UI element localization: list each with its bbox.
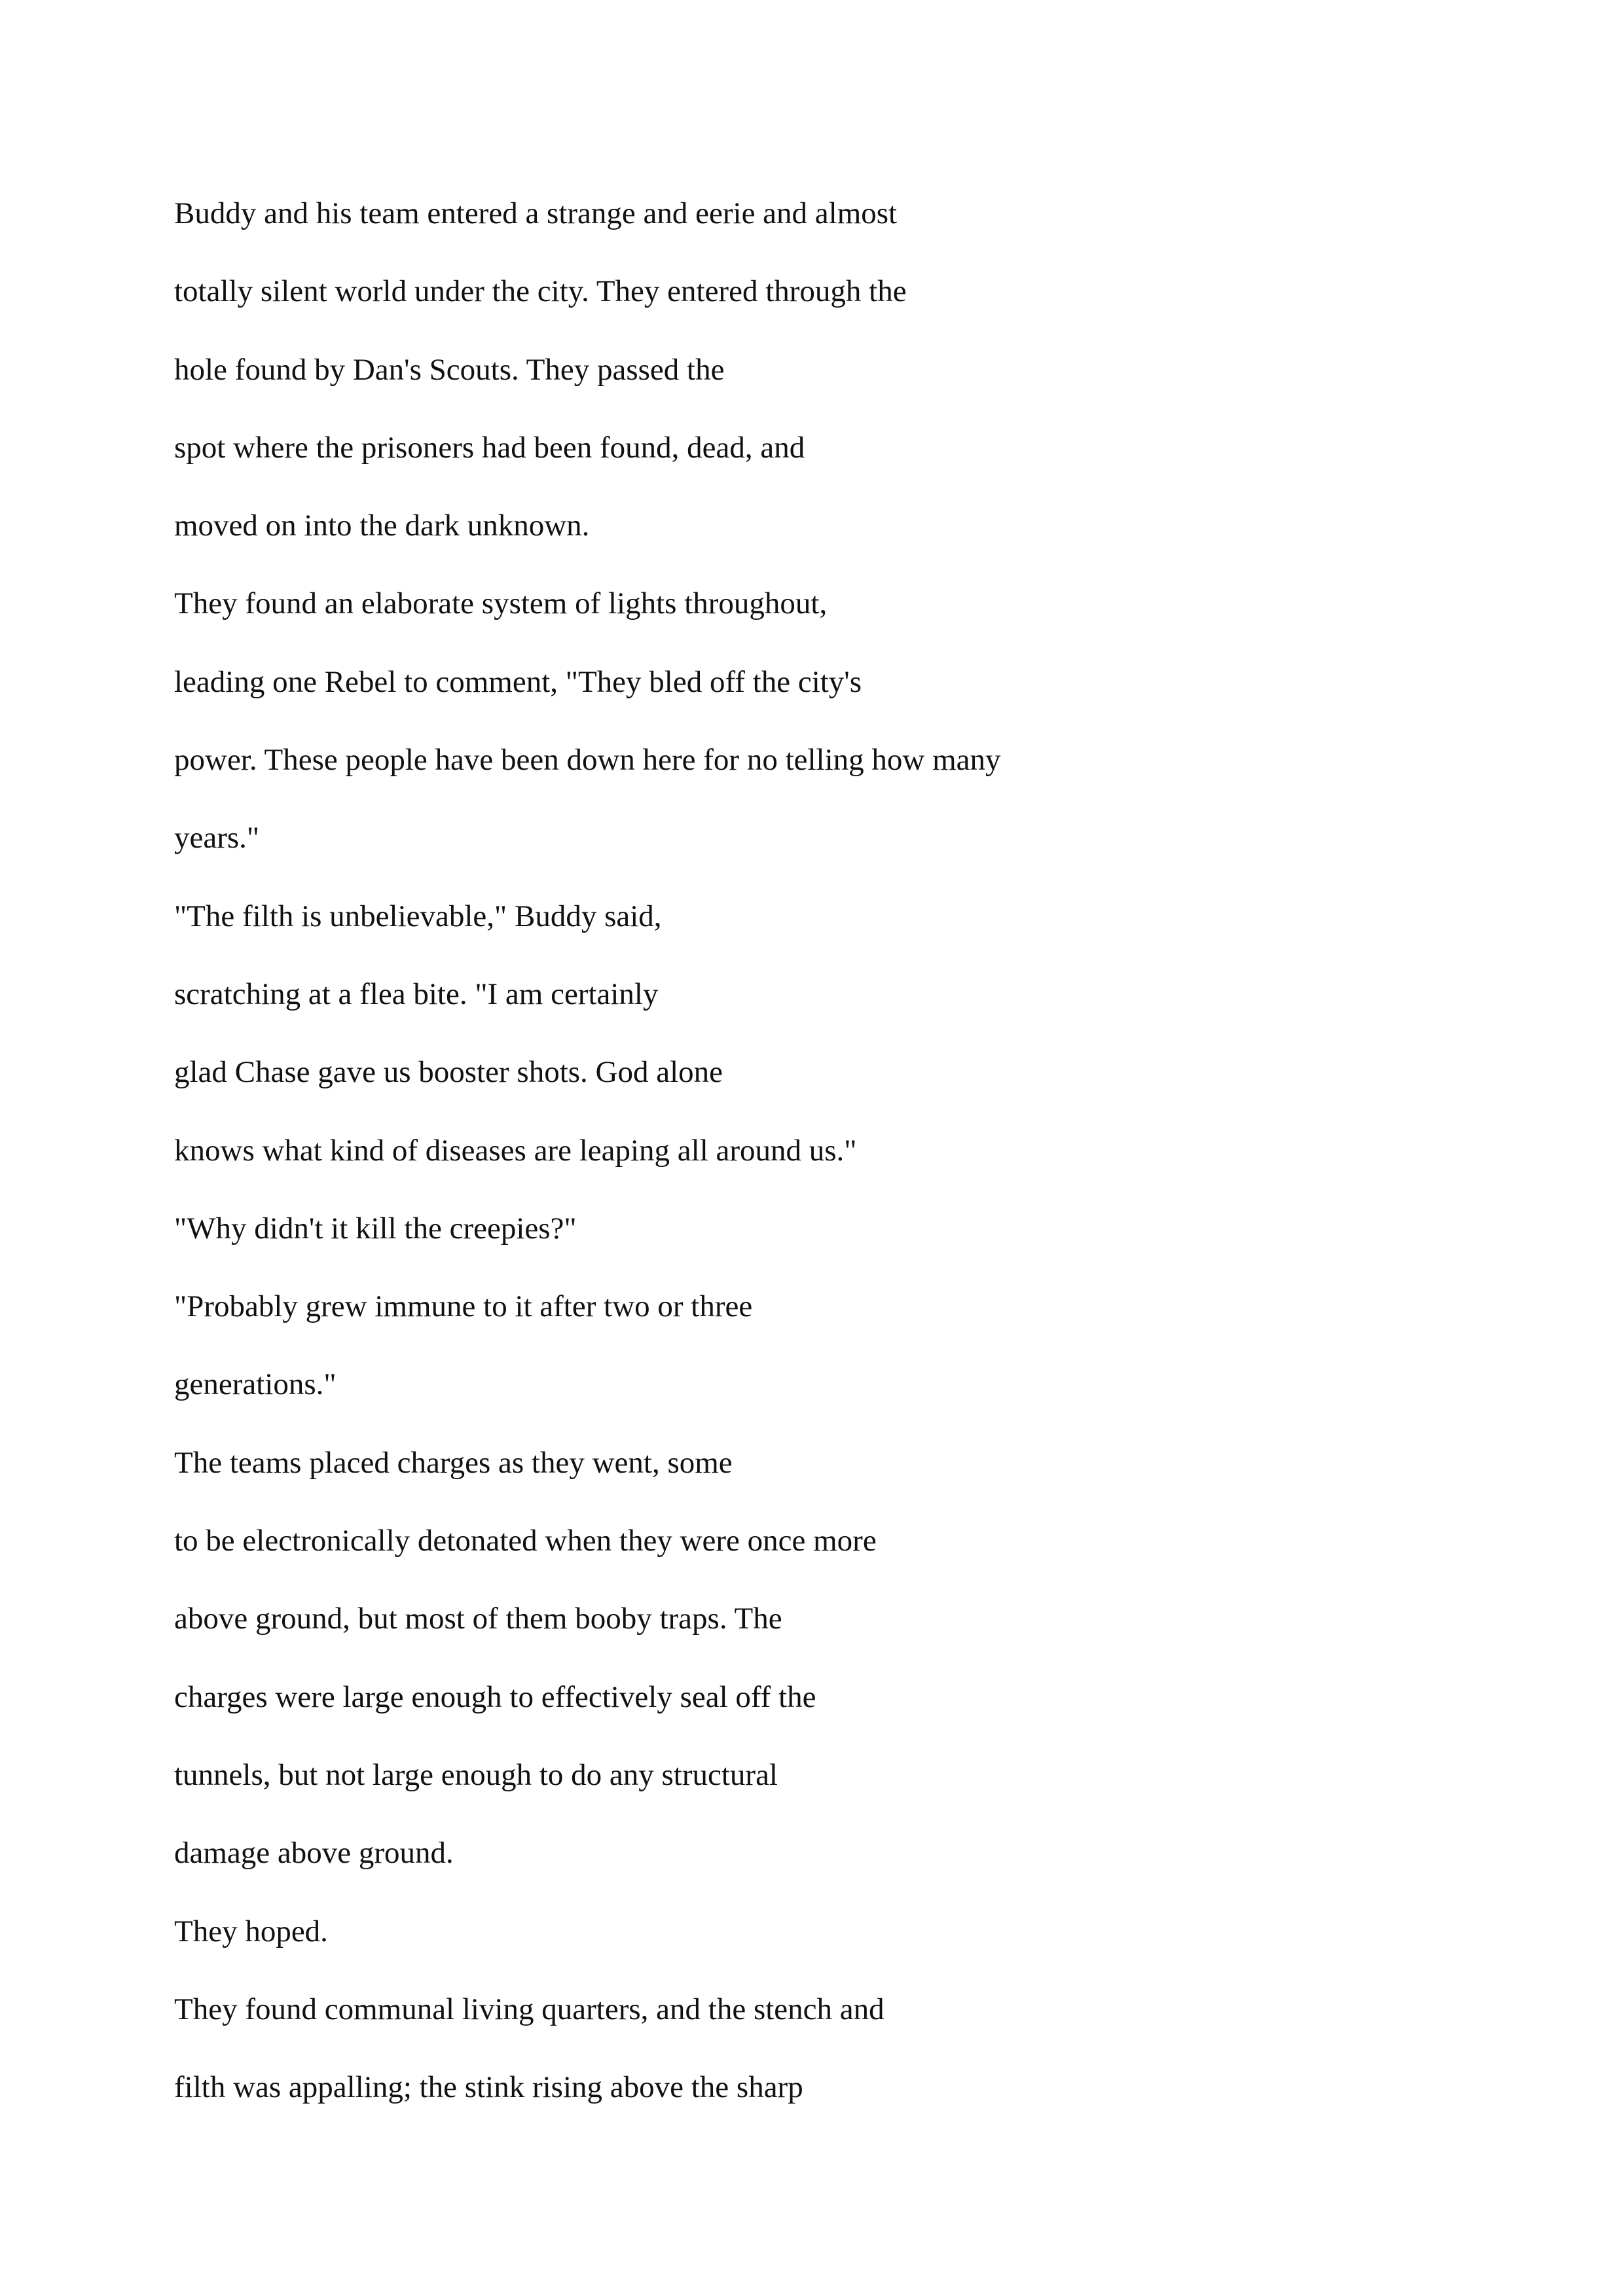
text-line: Buddy and his team entered a strange and eerie and almost (174, 196, 898, 230)
text-line: "Probably grew immune to it after two or three (174, 1289, 753, 1324)
text-line: The teams placed charges as they went, some (174, 1445, 733, 1480)
text-line: years." (174, 821, 260, 855)
text-line: charges were large enough to effectively seal off the (174, 1679, 816, 1714)
text-line: scratching at a flea bite. "I am certainly (174, 977, 659, 1011)
text-line: above ground, but most of them booby traps. The (174, 1602, 782, 1636)
text-line: knows what kind of diseases are leaping all around us." (174, 1133, 857, 1168)
text-line: to be electronically detonated when they were once more (174, 1524, 877, 1558)
text-line: spot where the prisoners had been found, dead, and (174, 430, 805, 465)
text-line: filth was appalling; the stink rising above the sharp (174, 2070, 803, 2105)
text-line: damage above ground. (174, 1836, 454, 1871)
text-line: tunnels, but not large enough to do any structural (174, 1757, 778, 1792)
text-line: They found an elaborate system of lights throughout, (174, 586, 828, 621)
text-line: "Why didn't it kill the creepies?" (174, 1211, 577, 1246)
text-line: generations." (174, 1367, 337, 1402)
text-line: They hoped. (174, 1914, 328, 1948)
text-line: hole found by Dan's Scouts. They passed the (174, 352, 725, 387)
text-line: glad Chase gave us booster shots. God alone (174, 1055, 723, 1090)
text-line: They found communal living quarters, and the stench and (174, 1992, 884, 2026)
text-line: power. These people have been down here for no telling how many (174, 743, 1001, 778)
text-line: "The filth is unbelievable," Buddy said, (174, 899, 662, 933)
text-line: totally silent world under the city. They entered through the (174, 274, 907, 309)
body-text (174, 190, 1484, 2142)
text-line: moved on into the dark unknown. (174, 509, 590, 543)
text-line: leading one Rebel to comment, "They bled off the city's (174, 664, 862, 699)
